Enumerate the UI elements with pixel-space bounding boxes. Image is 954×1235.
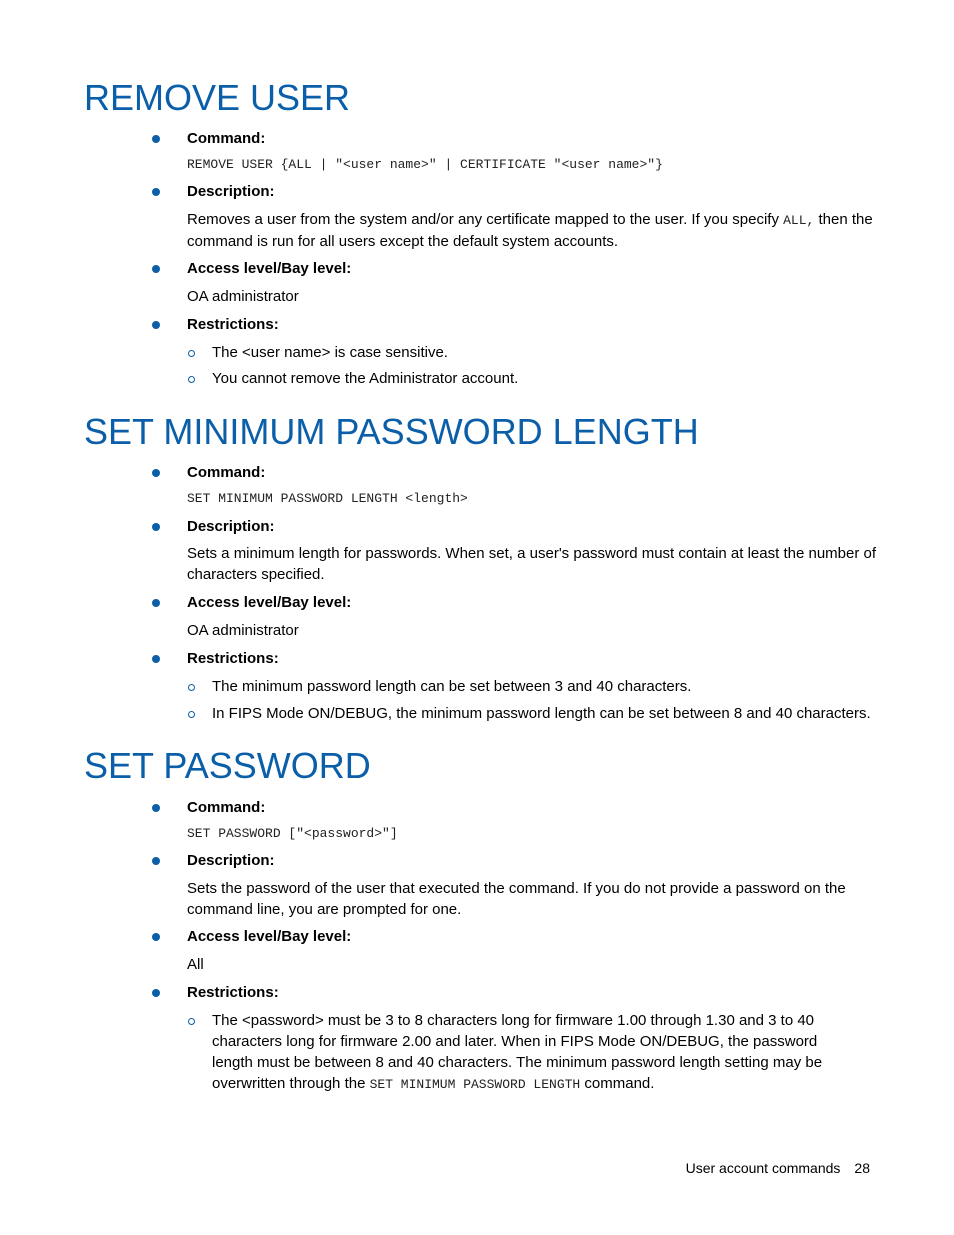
bullet-icon [152, 265, 160, 273]
section-heading: SET MINIMUM PASSWORD LENGTH [84, 411, 699, 452]
command-syntax: SET PASSWORD ["<password>"] [187, 826, 398, 841]
access-label: Access level/Bay level: [187, 928, 352, 945]
restriction-text-end: command. [584, 1075, 655, 1092]
command-label: Command: [187, 799, 266, 816]
bullet-icon [152, 135, 160, 143]
restriction-item: You cannot remove the Administrator account. [212, 370, 519, 387]
description-text [187, 209, 877, 252]
description-label: Description: [187, 518, 275, 535]
command-syntax: SET MINIMUM PASSWORD LENGTH <length> [187, 491, 468, 506]
restriction-text-start: The <password> must be 3 to 8 characters long for firmware 1.00 through 1.30 and 3 to 40 characters long for firmware 2.00 and later. When in FIPS Mode ON/DEBUG, the password length must be between 8 and 40 characters. The minimum password length setting may be overwritten through the [212, 1012, 823, 1092]
access-value: OA administrator [187, 288, 299, 305]
page-footer [686, 1158, 870, 1178]
description-label: Description: [187, 183, 275, 200]
description-text-start: Removes a user from the system and/or any certificate mapped to the user. If you specify [187, 211, 779, 228]
bullet-icon [152, 989, 160, 997]
bullet-icon [152, 469, 160, 477]
command-label: Command: [187, 130, 266, 147]
access-label: Access level/Bay level: [187, 260, 352, 277]
bullet-icon [152, 188, 160, 196]
restriction-item: The minimum password length can be set between 3 and 40 characters. [212, 678, 692, 695]
bullet-icon [152, 655, 160, 663]
restriction-item: The <user name> is case sensitive. [212, 344, 448, 361]
description-text: Sets the password of the user that executed the command. If you do not provide a password on the command line, you are prompted for one. [187, 880, 846, 918]
restrictions-label: Restrictions: [187, 316, 279, 333]
sub-bullet-icon [188, 1018, 195, 1025]
sub-bullet-icon [188, 684, 195, 691]
inline-code: ALL, [783, 213, 815, 228]
description-text-end: then the command is run for all users except the default system accounts. [187, 211, 873, 250]
restrictions-label: Restrictions: [187, 650, 279, 667]
restrictions-label: Restrictions: [187, 984, 279, 1001]
command-label: Command: [187, 464, 266, 481]
bullet-icon [152, 857, 160, 865]
sub-bullet-icon [188, 711, 195, 718]
access-label: Access level/Bay level: [187, 594, 352, 611]
sub-bullet-icon [188, 376, 195, 383]
command-syntax: REMOVE USER {ALL | "<user name>" | CERTIFICATE "<user name>"} [187, 157, 663, 172]
bullet-icon [152, 599, 160, 607]
description-label: Description: [187, 852, 275, 869]
bullet-icon [152, 804, 160, 812]
footer-section-name: User account commands [685, 1160, 841, 1176]
inline-code: SET MINIMUM PASSWORD LENGTH [369, 1077, 581, 1092]
restriction-item [212, 1010, 852, 1095]
page-number: 28 [854, 1160, 870, 1176]
restriction-item: In FIPS Mode ON/DEBUG, the minimum password length can be set between 8 and 40 characters. [212, 705, 871, 722]
section-heading: SET PASSWORD [84, 745, 371, 786]
bullet-icon [152, 933, 160, 941]
description-text: Sets a minimum length for passwords. When set, a user's password must contain at least the number of characters specified. [187, 545, 877, 583]
section-heading: REMOVE USER [84, 77, 351, 118]
access-value: OA administrator [187, 622, 299, 639]
bullet-icon [152, 523, 160, 531]
access-value: All [187, 956, 204, 973]
bullet-icon [152, 321, 160, 329]
sub-bullet-icon [188, 350, 195, 357]
